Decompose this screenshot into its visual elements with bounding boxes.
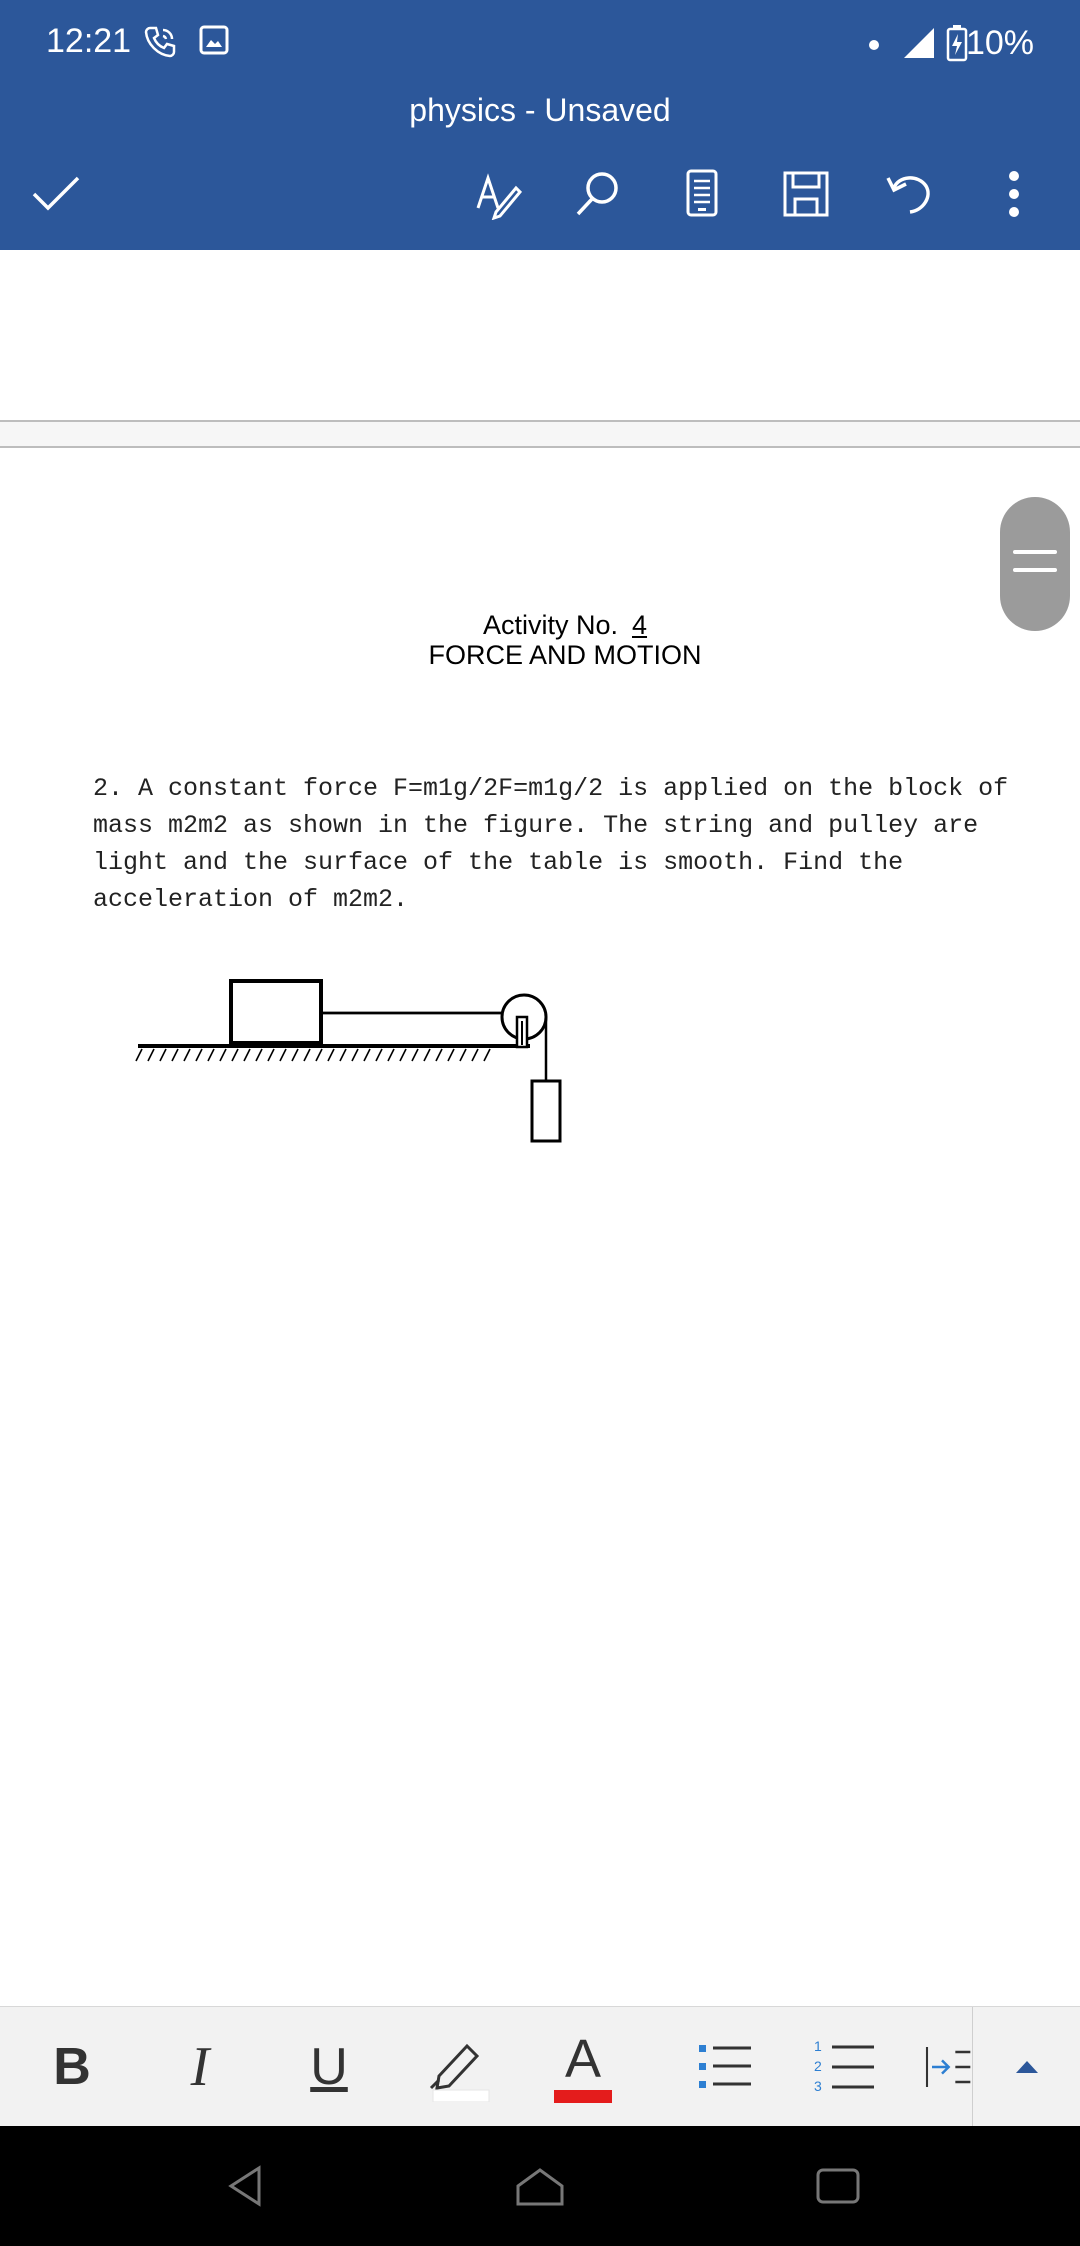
activity-heading[interactable] <box>0 610 1080 641</box>
status-time: 12:21 <box>46 22 132 60</box>
problem-line: 2. A constant force F=m1g/2F=m1g/2 is applied on the block of <box>93 774 1009 803</box>
save-icon <box>781 169 831 219</box>
page-divider <box>0 446 1080 448</box>
save-button[interactable] <box>774 162 838 226</box>
underline-label: U <box>310 2038 348 2096</box>
draw-pen-icon <box>472 168 524 220</box>
expand-toolbar-button[interactable] <box>982 2007 1072 2127</box>
mobile-view-icon <box>682 168 722 220</box>
font-color-swatch <box>554 2090 612 2103</box>
svg-text:3: 3 <box>814 2078 822 2094</box>
activity-label: Activity No. <box>482 610 618 640</box>
battery-percent: 10% <box>965 24 1034 62</box>
svg-text:2: 2 <box>814 2058 822 2074</box>
back-triangle-icon <box>223 2164 267 2208</box>
more-vert-icon <box>1004 168 1024 220</box>
signal-icon <box>902 26 936 65</box>
home-icon <box>514 2164 566 2208</box>
system-nav-bar <box>0 2126 1080 2246</box>
handle-line <box>1013 550 1057 554</box>
problem-line: mass m2m2 as shown in the figure. The string and pulley are <box>93 811 979 840</box>
document-header-area[interactable] <box>0 250 1080 420</box>
caret-up-icon <box>1014 2059 1040 2075</box>
pulley-diagram <box>130 975 570 1150</box>
italic-button[interactable] <box>155 2007 245 2127</box>
app-bar <box>0 0 1080 250</box>
highlighter-icon <box>417 2032 517 2102</box>
checkmark-icon <box>30 174 82 214</box>
problem-line: light and the surface of the table is smooth. Find the <box>93 848 904 877</box>
font-color-letter: A <box>564 2028 602 2089</box>
bold-label: B <box>53 2038 91 2096</box>
format-toolbar <box>0 2006 1080 2127</box>
font-color-button[interactable] <box>543 2007 623 2127</box>
done-button[interactable] <box>24 162 88 226</box>
more-options-button[interactable] <box>982 162 1046 226</box>
mobile-view-button[interactable] <box>670 162 734 226</box>
bullet-list-icon <box>695 2039 755 2095</box>
search-button[interactable] <box>566 162 630 226</box>
draw-button[interactable] <box>466 162 530 226</box>
italic-label: I <box>190 2036 210 2098</box>
dot-icon <box>868 38 880 56</box>
svg-text:1: 1 <box>814 2038 822 2054</box>
image-icon <box>198 24 230 61</box>
numbered-list-button[interactable] <box>800 2007 890 2127</box>
battery-charging-icon <box>946 24 968 67</box>
indent-icon <box>922 2039 972 2095</box>
problem-line: acceleration of m2m2. <box>93 885 409 914</box>
activity-subtitle[interactable]: FORCE AND MOTION <box>428 640 702 670</box>
numbered-list-icon <box>812 2037 878 2097</box>
recents-button[interactable] <box>808 2156 868 2216</box>
undo-icon <box>884 168 936 220</box>
recents-icon <box>814 2166 862 2206</box>
problem-text[interactable] <box>93 770 1053 918</box>
handle-line <box>1013 568 1057 572</box>
bold-button[interactable] <box>27 2007 117 2127</box>
search-icon <box>572 168 624 220</box>
bullet-list-button[interactable] <box>680 2007 770 2127</box>
indent-button[interactable] <box>922 2007 972 2127</box>
pulley-figure[interactable] <box>130 975 570 1155</box>
back-button[interactable] <box>215 2156 275 2216</box>
toolbar-separator <box>972 2007 973 2127</box>
underline-button[interactable] <box>284 2007 374 2127</box>
phone-call-icon <box>142 24 178 65</box>
highlight-button[interactable] <box>412 2007 522 2127</box>
activity-number: 4 <box>632 610 648 640</box>
page-gap <box>0 422 1080 446</box>
home-button[interactable] <box>510 2156 570 2216</box>
document-title: physics - Unsaved <box>409 92 671 128</box>
undo-button[interactable] <box>878 162 942 226</box>
